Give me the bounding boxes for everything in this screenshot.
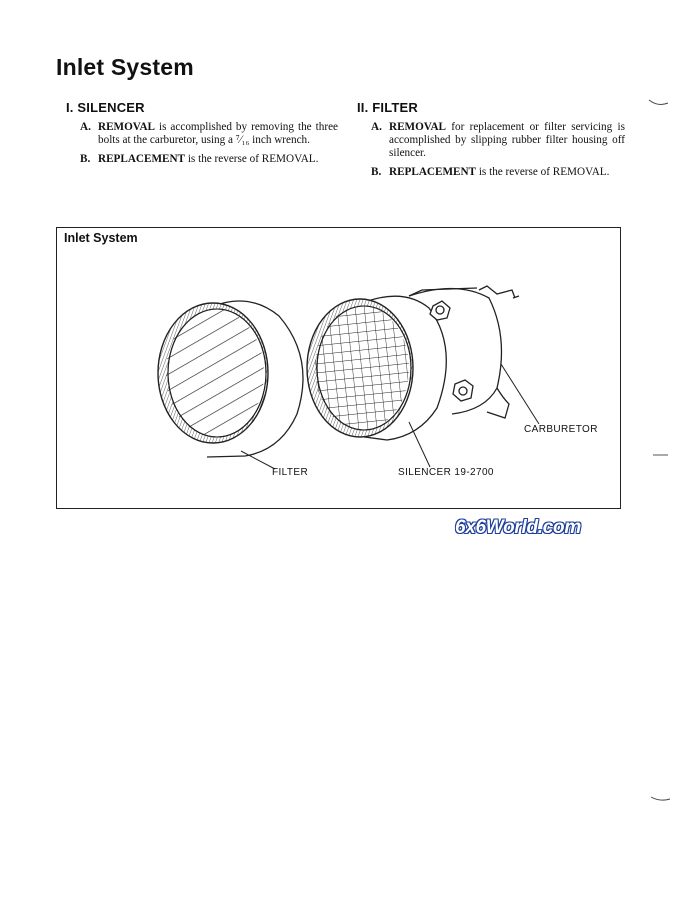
section-heading: II. FILTER: [357, 100, 418, 115]
section-filter: [357, 100, 625, 185]
item-text: is accomplished by removing the three bolts at the carburetor, using a ⁷⁄₁₆ inch wrench.: [98, 121, 338, 146]
section-silencer: [66, 100, 338, 172]
inlet-system-figure: [56, 227, 621, 509]
figure-title: Inlet System: [64, 231, 138, 245]
item-keyword: REMOVAL: [389, 121, 446, 133]
instruction-item: [357, 166, 625, 179]
item-text: is the reverse of REMOVAL.: [185, 153, 319, 165]
page-edge-mark: [650, 795, 672, 803]
page-edge-mark: [652, 452, 670, 458]
inlet-system-illustration: [57, 228, 622, 510]
instruction-item: [357, 121, 625, 160]
watermark-logo: 6x6World.com: [455, 517, 581, 538]
silencer-leader: [409, 422, 430, 467]
instruction-item: [66, 121, 338, 147]
item-letter: A.: [371, 121, 382, 133]
item-text: is the reverse of REMOVAL.: [476, 166, 610, 178]
instruction-item: [66, 153, 338, 166]
item-keyword: REMOVAL: [98, 121, 155, 133]
silencer-drawing: [307, 296, 446, 448]
item-letter: A.: [80, 121, 91, 133]
filter-label: FILTER: [272, 467, 309, 478]
item-letter: B.: [371, 166, 382, 178]
carburetor-label: CARBURETOR: [524, 424, 598, 435]
item-letter: B.: [80, 153, 91, 165]
page-edge-mark: [648, 98, 670, 108]
item-text: for replacement or filter servicing is accomplished by slipping rubber filter housing off silencer.: [389, 121, 625, 159]
silencer-label: SILENCER 19-2700: [398, 467, 494, 478]
page-title: Inlet System: [56, 54, 194, 80]
item-keyword: REPLACEMENT: [98, 153, 186, 165]
filter-leader: [241, 451, 275, 469]
item-keyword: REPLACEMENT: [389, 166, 477, 178]
section-heading: I. SILENCER: [66, 100, 145, 115]
carburetor-leader: [501, 364, 539, 424]
filter-drawing: [157, 298, 303, 457]
